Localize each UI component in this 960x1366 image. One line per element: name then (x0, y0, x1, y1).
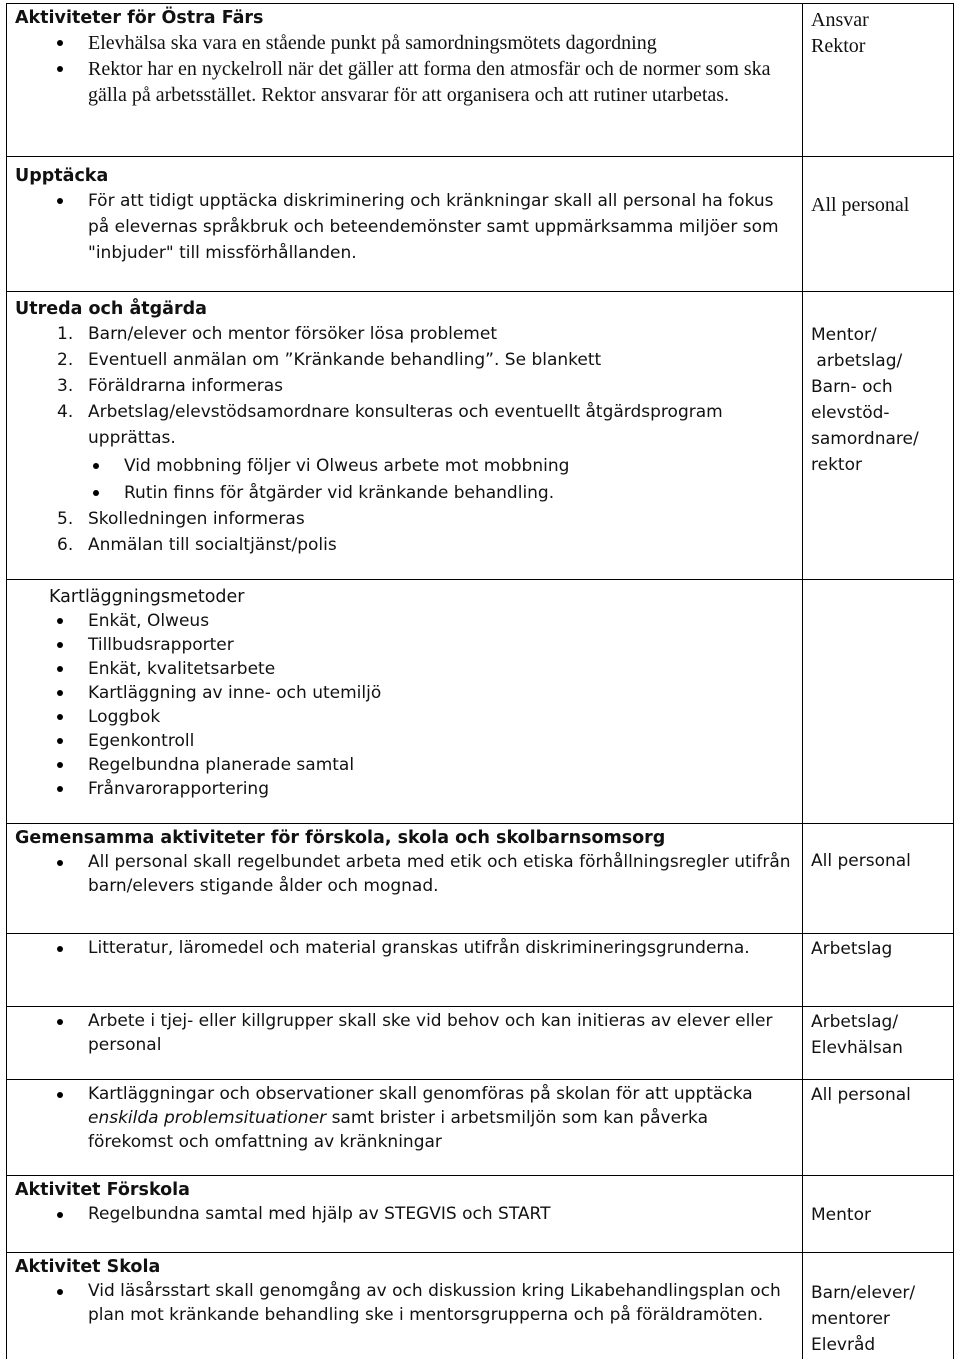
responsible-text: Rektor (811, 35, 866, 57)
list-item: 5. Skolledningen informeras (57, 509, 305, 529)
list-item: För att tidigt upptäcka diskriminering och kränkningar skall all personal ha fokus på elevernas språkbruk och beteendemönster samt uppmärksamma miljöer som "inbjuder" till missförhållanden. (15, 188, 794, 266)
table-row (7, 1253, 954, 1359)
list-item: Regelbundna samtal med hjälp av STEGVIS och START (15, 1202, 794, 1226)
bullet-list (15, 1009, 794, 1057)
table-row (7, 1007, 954, 1080)
action-plan-table (6, 3, 954, 1359)
bullet-list (15, 850, 794, 898)
responsible-cell (803, 1176, 954, 1253)
responsible-text: samordnare/ (811, 429, 919, 449)
table-row (7, 157, 954, 292)
list-item: 1. Barn/elever och mentor försöker lösa problemet (57, 324, 497, 344)
bullet-list (15, 936, 794, 960)
list-item: 2. Eventuell anmälan om ”Kränkande behandling”. Se blankett (57, 350, 602, 370)
responsible-cell (803, 1007, 954, 1080)
list-item: 4. Arbetslag/elevstödsamordnare konsulteras och eventuellt åtgärdsprogram upprättas. Vid mobbning följer vi Olweus arbete mot mobbning Rutin finns för åtgärder vid kränkande behandling. (15, 399, 794, 506)
activity-cell (7, 1253, 803, 1359)
responsible-text: rektor (811, 455, 862, 475)
responsible-cell (803, 580, 954, 824)
activity-cell (7, 157, 803, 292)
list-item: 3. Föräldrarna informeras (57, 376, 284, 396)
responsible-cell (803, 157, 954, 292)
bullet-list (15, 30, 794, 108)
responsible-cell (803, 4, 954, 157)
list-item: Loggbok (15, 705, 794, 729)
list-item: Elevhälsa ska vara en stående punkt på samordningsmötets dagordning (15, 30, 794, 56)
list-item: Kartläggning av inne- och utemiljö (15, 681, 794, 705)
activity-cell (7, 4, 803, 157)
list-item: 6. Anmälan till socialtjänst/polis (57, 535, 337, 555)
responsible-text: Mentor/ (811, 325, 877, 345)
responsible-text: elevstöd- (811, 403, 890, 423)
responsible-text: Arbetslag (811, 939, 893, 959)
responsible-header: Ansvar (811, 9, 869, 31)
responsible-text: mentorer (811, 1309, 890, 1329)
list-item: Enkät, kvalitetsarbete (15, 657, 794, 681)
list-item: Rutin finns för åtgärder vid kränkande behandling. (15, 480, 794, 506)
list-item: Arbete i tjej- eller killgrupper skall ske vid behov och kan initieras av elever eller personal (15, 1009, 794, 1057)
list-item: Frånvarorapportering (15, 777, 794, 801)
responsible-text: Mentor (811, 1205, 871, 1225)
list-item: All personal skall regelbundet arbeta med etik och etiska förhållningsregler utifrån barn/elevers stigande ålder och mognad. (15, 850, 794, 898)
section-heading: Aktivitet Förskola (15, 1180, 190, 1200)
responsible-cell (803, 1253, 954, 1359)
bullet-list (15, 188, 794, 266)
list-item: Rektor har en nyckelroll när det gäller att forma den atmosfär och de normer som ska gälla på arbetsstället. Rektor ansvarar för att organisera och att rutiner utarbetas. (15, 56, 794, 108)
activity-cell (7, 934, 803, 1007)
activity-cell (7, 292, 803, 580)
list-item: Vid läsårsstart skall genomgång av och diskussion kring Likabehandlingsplan och plan mot kränkande behandling ske i mentorsgrupperna och på föräldramöten. (15, 1279, 794, 1327)
activity-cell (7, 580, 803, 824)
list-item: Regelbundna planerade samtal (15, 753, 794, 777)
table-row (7, 1080, 954, 1176)
section-heading: Aktivitet Skola (15, 1257, 161, 1277)
section-heading: Gemensamma aktiviteter för förskola, skola och skolbarnsomsorg (15, 828, 666, 848)
activity-cell (7, 1007, 803, 1080)
responsible-cell (803, 824, 954, 934)
bullet-list (15, 1202, 794, 1226)
list-item: Vid mobbning följer vi Olweus arbete mot mobbning (15, 453, 794, 479)
bullet-list (15, 609, 794, 801)
table-row (7, 824, 954, 934)
list-item: Tillbudsrapporter (15, 633, 794, 657)
bullet-list (15, 1082, 794, 1154)
list-item: Enkät, Olweus (15, 609, 794, 633)
responsible-text: All personal (811, 851, 911, 871)
list-item: Kartläggningar och observationer skall genomföras på skolan för att upptäcka enskilda problemsituationer samt brister i arbetsmiljön som kan påverka förekomst och omfattning av kränkningar (15, 1082, 794, 1154)
responsible-text: Elevråd (811, 1335, 876, 1355)
list-item: Egenkontroll (15, 729, 794, 753)
responsible-text: Elevhälsan (811, 1038, 903, 1058)
table-row (7, 1176, 954, 1253)
responsible-text: Barn/elever/ (811, 1283, 916, 1303)
section-heading: Aktiviteter för Östra Färs (15, 8, 264, 28)
section-heading: Utreda och åtgärda (15, 299, 207, 319)
activity-cell (7, 1080, 803, 1176)
responsible-text: Barn- och (811, 377, 893, 397)
activity-cell (7, 824, 803, 934)
responsible-cell (803, 1080, 954, 1176)
table-row (7, 934, 954, 1007)
responsible-text: Arbetslag/ (811, 1012, 899, 1032)
responsible-text: arbetslag/ (811, 351, 903, 371)
section-heading: Kartläggningsmetoder (49, 587, 245, 607)
table-row (7, 292, 954, 580)
list-item: Litteratur, läromedel och material granskas utifrån diskrimineringsgrunderna. (15, 936, 794, 960)
sub-bullet-list (88, 453, 794, 506)
responsible-text: All personal (811, 1085, 911, 1105)
activity-cell (7, 1176, 803, 1253)
numbered-list (15, 321, 794, 558)
table-row (7, 580, 954, 824)
table-row (7, 4, 954, 157)
bullet-list (15, 1279, 794, 1327)
responsible-text: All personal (811, 194, 910, 216)
responsible-cell (803, 934, 954, 1007)
responsible-cell (803, 292, 954, 580)
section-heading: Upptäcka (15, 166, 109, 186)
